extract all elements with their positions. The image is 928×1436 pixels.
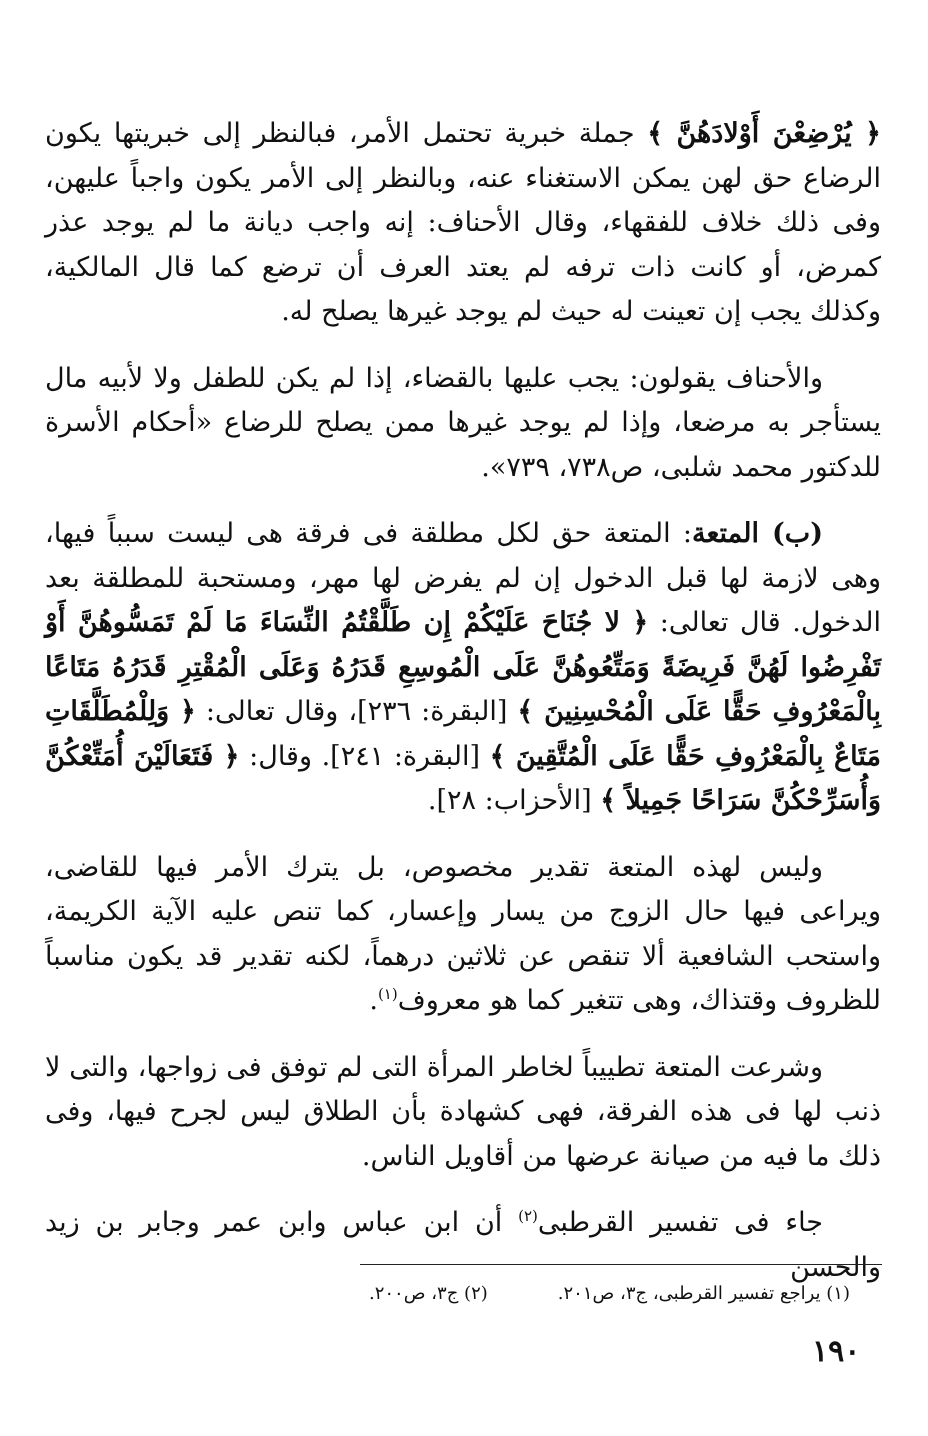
footnote-2: (٢) ج٣، ص٢٠٠. (368, 1283, 488, 1304)
paragraph-text: جاء فى تفسير القرطبى (537, 1207, 823, 1238)
quran-verse: ﴿ لا جُنَاحَ عَلَيْكُمْ إِن طَلَّقْتُمُ النِّسَاءَ مَا لَمْ تَمَسُّوهُنَّ أَوْ تَفْرِضُوا لَهُنَّ فَرِيضَةً وَمَتِّعُوهُنَّ عَلَى الْمُوسِعِ قَدَرُهُ وَعَلَى الْمُقْتِرِ قَدَرُهُ مَتَاعًا بِالْمَعْرُوفِ حَقًّا عَلَى الْمُحْسِنِينَ ﴾ (45, 607, 881, 727)
paragraph-text: : المتعة حق لكل مطلقة فى فرقة هى ليست سبباً فيها، وهى لازمة لها قبل الدخول إن لم يفرض لها مهر، ومستحبة للمطلقة بعد الدخول. قال تعالى: (45, 518, 881, 638)
paragraph-text: وشرعت المتعة تطييباً لخاطر المرأة التى لم توفق فى زواجها، والتى لا ذنب لها فى هذه الفرقة، فهى كشهادة بأن الطلاق ليس لجرح فيها، وفى ذلك ما فيه من صيانة عرضها من أقاويل الناس. (45, 1051, 881, 1172)
quran-verse: ﴿ فَتَعَالَيْنَ أُمَتِّعْكُنَّ وَأُسَرِّحْكُنَّ سَرَاحًا جَمِيلاً ﴾ (45, 740, 881, 816)
paragraph-text: وليس لهذه المتعة تقدير مخصوص، بل يترك الأمر فيها للقاضى، ويراعى فيها حال الزوج من يسار وإعسار، كما تنص عليه الآية الكريمة، واستحب الشافعية ألا تنقص عن ثلاثين درهماً، لكنه تقدير قد يكون مناسباً للظروف وقتذاك، وهى تتغير كما هو معروف (45, 851, 881, 1016)
verse-reference: [الأحزاب: ٢٨]. (427, 785, 601, 816)
paragraph-5 (45, 1046, 881, 1180)
footnote-reference[interactable]: (٢) (518, 1207, 538, 1225)
quran-verse: ﴿ وَلِلْمُطَلَّقَاتِ مَتَاعٌ بِالْمَعْرُوفِ حَقًّا عَلَى الْمُتَّقِينَ ﴾ (45, 696, 881, 772)
paragraph-2 (45, 357, 881, 491)
paragraph-text: جملة خبرية تحتمل الأمر، فبالنظر إلى خبريتها يكون الرضاع حق لهن يمكن الاستغناء عنه، وبالنظر إلى الأمر يكون واجباً عليهن، وفى ذلك خلاف للفقهاء، وقال الأحناف: إنه واجب ديانة ما لم يوجد عذر كمرض، أو كانت ذات ترفه لم يعتد العرف أن ترضع كما قال المالكية، وكذلك يجب إن تعينت له حيث لم يوجد غيرها يصلح له. (45, 118, 881, 327)
main-text (45, 112, 881, 1312)
page-number: ١٩٠ (812, 1334, 861, 1369)
paragraph-text: والأحناف يقولون: يجب عليها بالقضاء، إذا لم يكن للطفل ولا لأبيه مال يستأجر به مرضعا، وإذا لم يوجد غيرها ممن يصلح للرضاع «أحكام الأسرة للدكتور محمد شلبى، ص٧٣٨، ٧٣٩». (45, 362, 881, 483)
verse-reference: [البقرة: ٢٣٦]، وقال تعالى: (195, 696, 518, 727)
footnote-1: (١) يراجع تفسير القرطبى، ج٣، ص٢٠١. (557, 1283, 850, 1304)
paragraph-text: أن ابن عباس وابن عمر وجابر بن زيد والحسن (45, 1207, 881, 1283)
paragraph-1 (45, 112, 881, 335)
footnote-reference[interactable]: (١) (377, 985, 398, 1003)
verse-reference: [البقرة: ٢٤١]. وقال: (239, 740, 490, 772)
footnotes (150, 1281, 850, 1307)
paragraph-6 (45, 1201, 881, 1290)
paragraph-4 (45, 846, 881, 1024)
quran-verse: ﴿ يُرْضِعْنَ أَوْلادَهُنَّ ﴾ (647, 118, 881, 149)
paragraph-end: . (369, 985, 378, 1016)
section-label: (ب) المتعة (691, 518, 823, 549)
footnote-divider (360, 1264, 882, 1265)
paragraph-3 (45, 512, 881, 824)
